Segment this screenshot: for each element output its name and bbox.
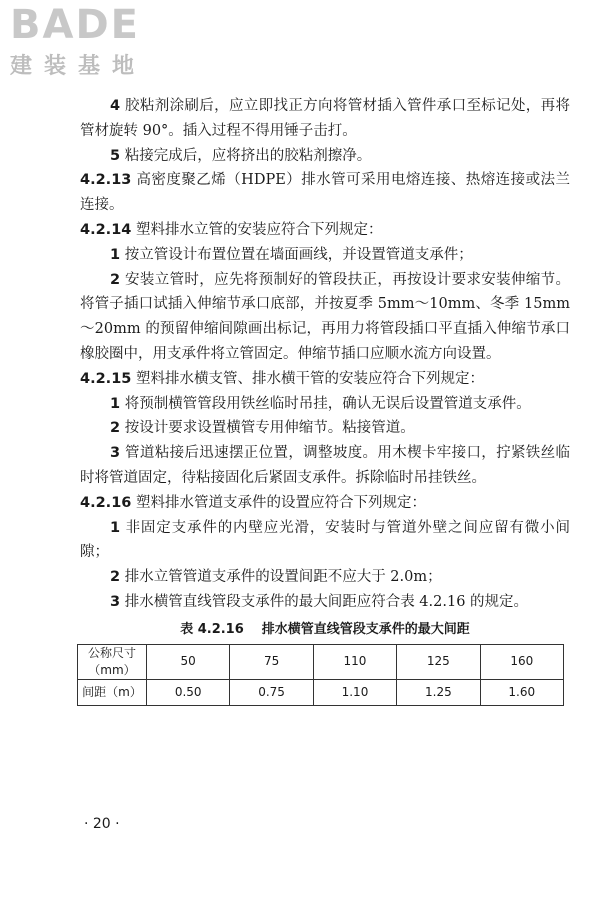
clause-number: 4.2.13: [80, 172, 132, 189]
table-cell: 110: [313, 644, 396, 679]
table-cell: 0.50: [147, 679, 230, 705]
clause-text: 胶粘剂涂刷后，应立即找正方向将管材插入管件承口至标记处，再将管材旋转 90°。插入过程不得用锤子击打。: [80, 98, 570, 139]
table-caption-title: 排水横管直线管段支承件的最大间距: [261, 621, 470, 637]
clause-number: 2: [110, 569, 121, 586]
table-cell: 125: [397, 644, 480, 679]
clause-4-2-12-item-5: [80, 144, 570, 169]
table-cell: 50: [147, 644, 230, 679]
bade-logo: [4, 0, 176, 90]
clause-4-2-15-item-2: [80, 416, 570, 441]
clause-number: 4.2.16: [80, 494, 132, 511]
table-caption-number: 表 4.2.16: [180, 621, 244, 637]
clause-number: 1: [110, 246, 121, 263]
clause-number: 2: [110, 271, 121, 288]
clause-text: 塑料排水管道支承件的设置应符合下列规定：: [135, 494, 426, 511]
clause-text: 排水立管管道支承件的设置间距不应大于 2.0m；: [124, 569, 442, 586]
table-cell: 160: [480, 644, 563, 679]
clause-number: 1: [110, 519, 121, 536]
row-header-line: 公称尺寸: [87, 645, 136, 660]
clause-text: 管道粘接后迅速摆正位置，调整坡度。用木楔卡牢接口，拧紧铁丝临时将管道固定，待粘接固化后紧固支承件。拆除临时吊挂铁丝。: [80, 445, 570, 486]
clause-4-2-16-item-2: [80, 565, 570, 590]
row-header-unit: （mm）: [88, 662, 136, 677]
table-cell: 1.10: [313, 679, 396, 705]
clause-text: 排水横管直线管段支承件的最大间距应符合表 4.2.16 的规定。: [124, 593, 529, 610]
clause-4-2-16: [80, 491, 570, 516]
clause-number: 5: [110, 147, 121, 164]
clause-text: 粘接完成后，应将挤出的胶粘剂擦净。: [124, 147, 372, 164]
clause-4-2-14: [80, 218, 570, 243]
row-header-spacing: 间距（m）: [78, 679, 147, 705]
clause-text: 高密度聚乙烯（HDPE）排水管可采用电熔连接、热熔连接或法兰连接。: [80, 172, 571, 214]
clause-text: 塑料排水横支管、排水横干管的安装应符合下列规定：: [135, 370, 484, 387]
table-cell: 1.60: [480, 679, 563, 705]
table-caption: [80, 621, 570, 639]
clause-4-2-16-item-3: [80, 590, 570, 615]
clause-4-2-12-item-4: [80, 94, 570, 144]
table-cell: 75: [230, 644, 313, 679]
clause-number: 3: [110, 593, 121, 610]
row-header-nominal-size: [78, 644, 147, 679]
clause-number: 3: [110, 445, 121, 462]
clause-text: 将预制横管管段用铁丝临时吊挂，确认无误后设置管道支承件。: [124, 395, 531, 412]
table-row-spacing: [78, 679, 564, 705]
clause-text: 塑料排水立管的安装应符合下列规定：: [135, 221, 383, 238]
clause-text: 按设计要求设置横管专用伸缩节。粘接管道。: [124, 420, 415, 437]
clause-4-2-15-item-3: [80, 441, 570, 491]
clause-number: 4: [110, 98, 121, 114]
table-cell: 0.75: [230, 679, 313, 705]
clause-text: 按立管设计布置位置在墙面画线，并设置管道支承件；: [124, 246, 473, 263]
clause-4-2-15-item-1: [80, 392, 570, 417]
clause-number: 2: [110, 420, 121, 437]
table-cell: 1.25: [397, 679, 480, 705]
clause-4-2-14-item-2: [80, 268, 570, 367]
clause-number: 4.2.15: [80, 370, 132, 387]
clause-4-2-13: [80, 168, 570, 218]
spacing-table: [77, 644, 564, 706]
clause-4-2-15: [80, 367, 570, 392]
clause-number: 1: [110, 395, 121, 412]
clause-text: 安装立管时，应先将预制好的管段扶正，再按设计要求安装伸缩节。将管子插口试插入伸缩节承口底部，并按夏季 5mm～10mm、冬季 15mm～20mm 的预留伸缩间隙画出标记，再用力将管段插口平直插入伸缩节承口橡胶圈中，用支承件将立管固定。伸缩节插口应顺水流方向设置。: [80, 271, 570, 362]
table-row-nominal-size: [78, 644, 564, 679]
clause-number: 4.2.14: [80, 221, 132, 238]
clause-4-2-16-item-1: [80, 516, 570, 566]
page-number: · 20 ·: [84, 816, 120, 832]
logo-subtitle: 建装基地: [10, 54, 147, 79]
logo-wordmark: BADE: [10, 2, 140, 48]
clause-text: 非固定支承件的内壁应光滑，安装时与管道外壁之间应留有微小间隙；: [80, 519, 571, 561]
clause-4-2-14-item-1: [80, 243, 570, 268]
document-body: [80, 94, 570, 706]
